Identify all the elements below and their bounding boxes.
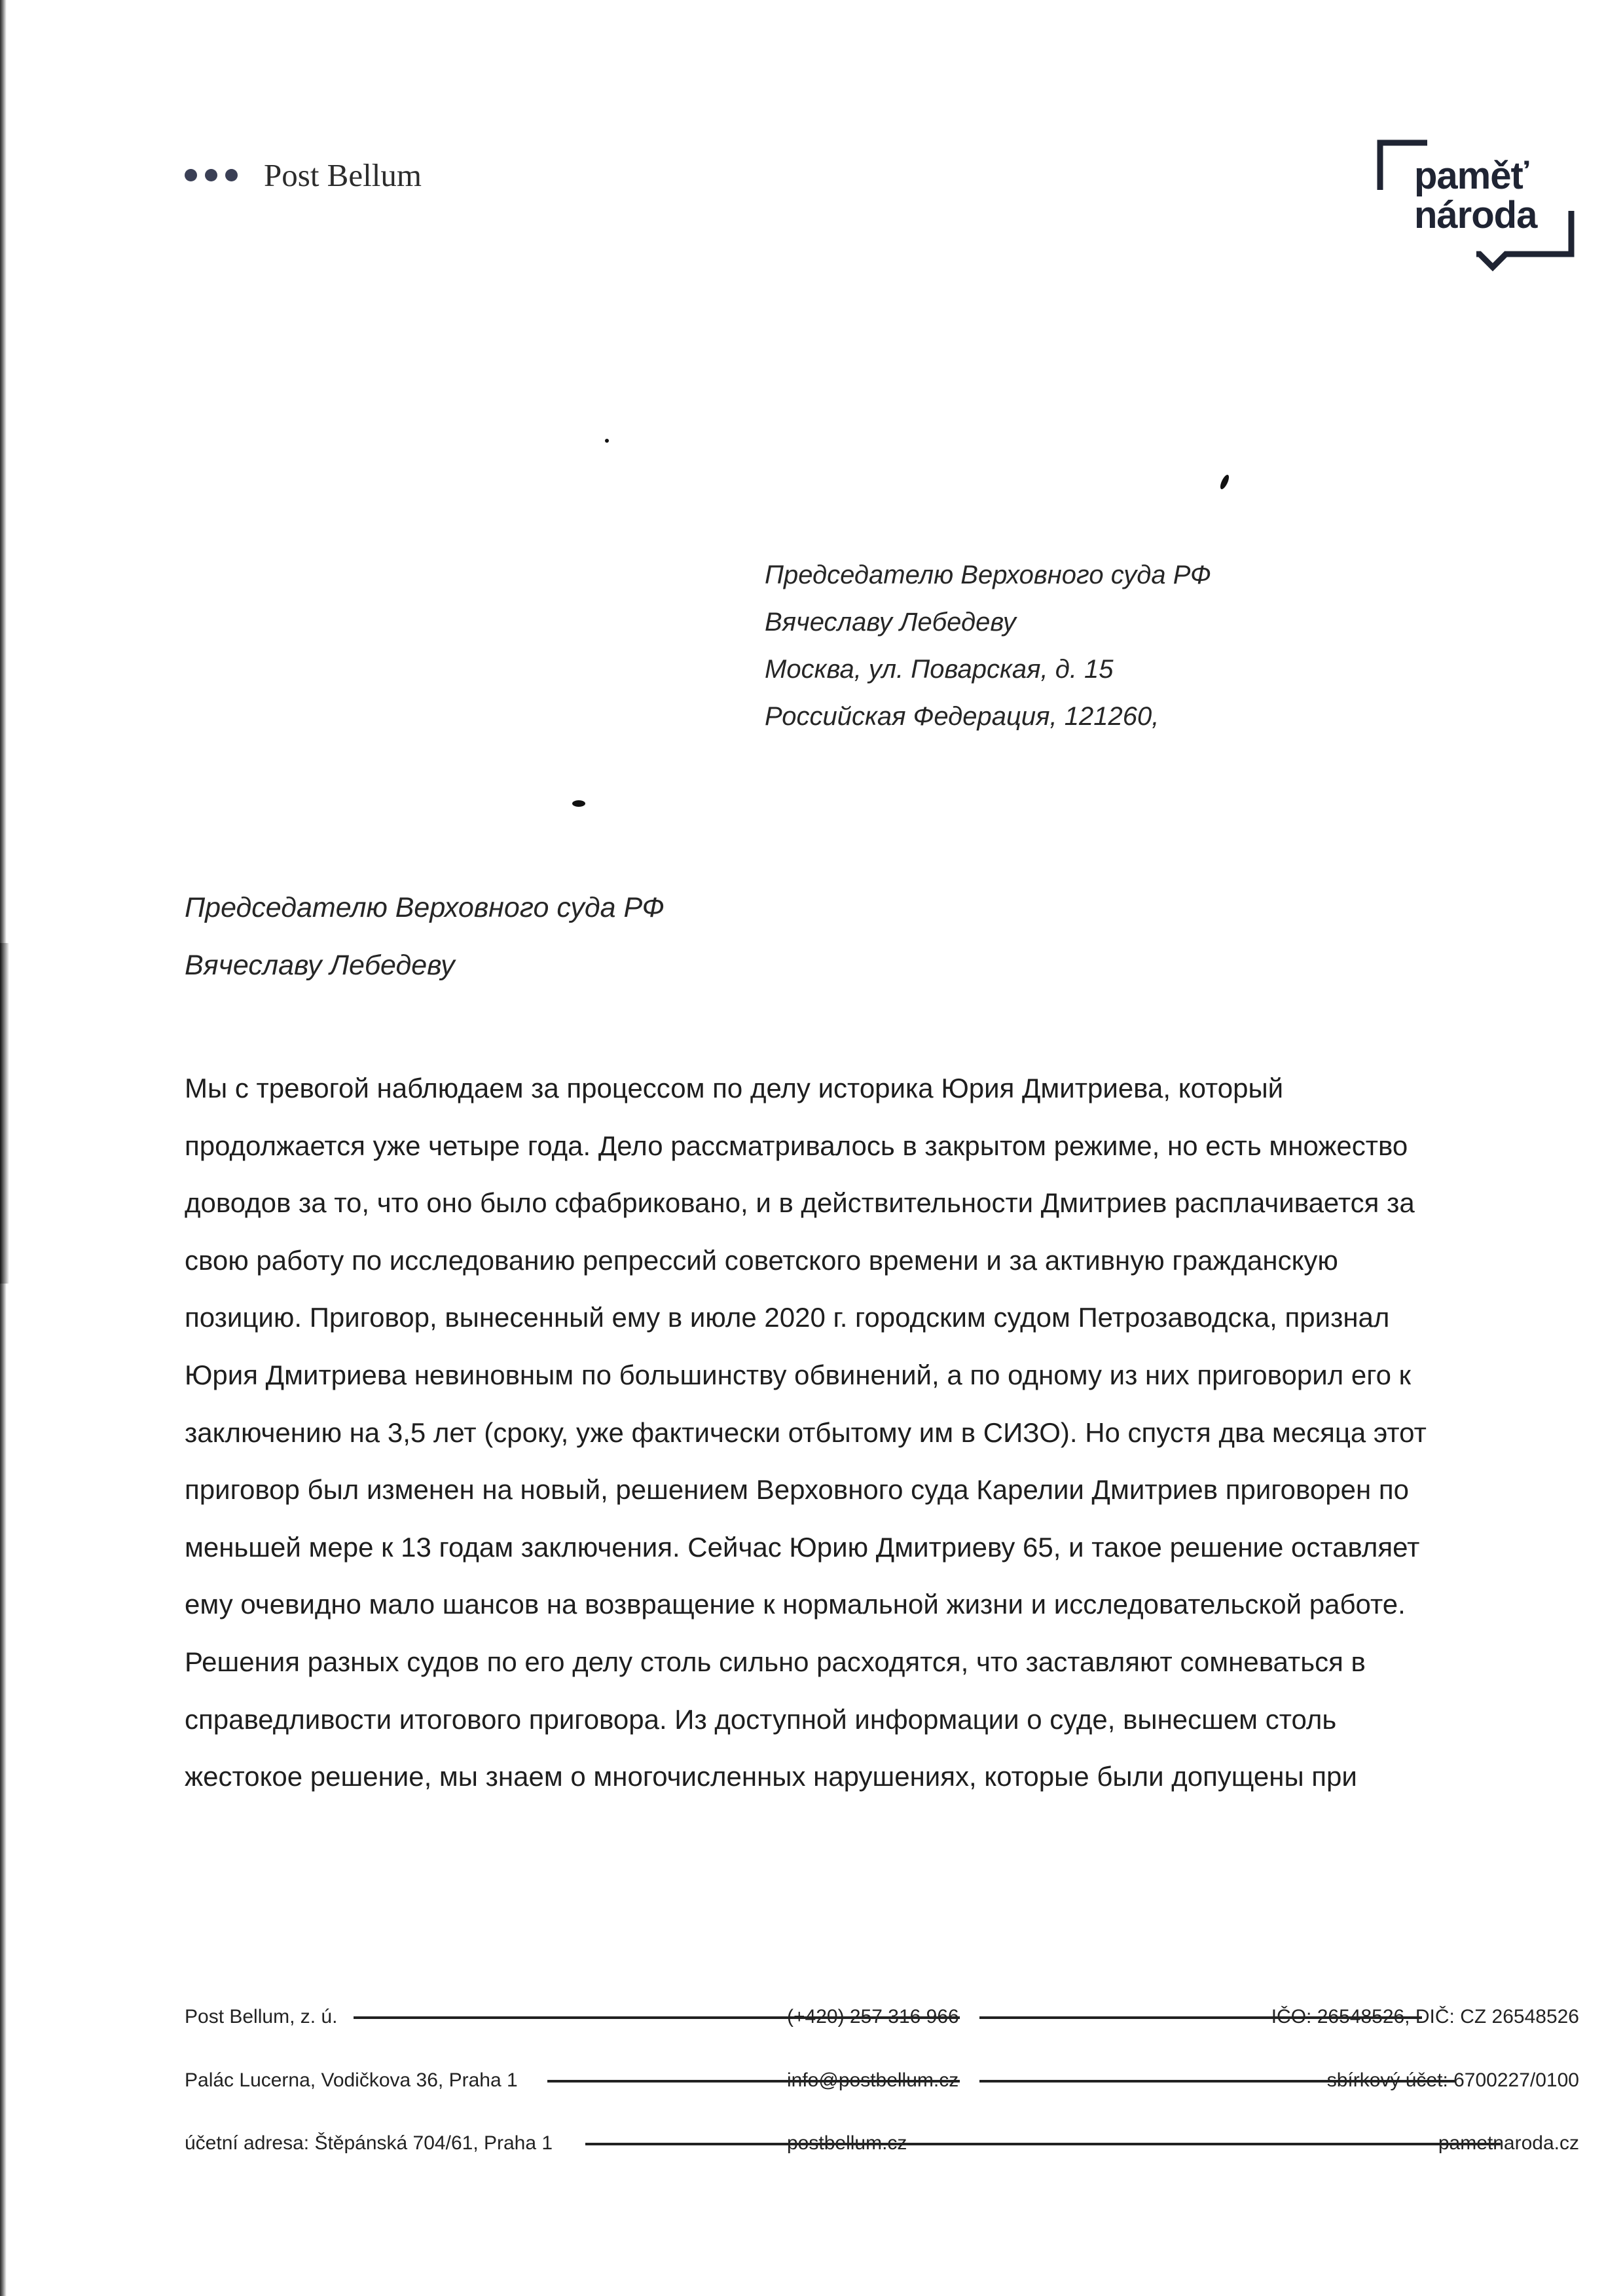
body-line: ему очевидно мало шансов на возвращение к нормальной жизни и исследовательской работе. <box>185 1589 1406 1620</box>
dot <box>185 169 197 181</box>
body-line: Решения разных судов по его делу столь сильно расходятся, что заставляют сомневаться в <box>185 1646 1366 1677</box>
footer-org-name: Post Bellum, z. ú. <box>185 2006 338 2028</box>
body-line: жестокое решение, мы знаем о многочисленных нарушениях, которые были допущены при <box>185 1761 1357 1792</box>
scan-speck <box>605 439 609 443</box>
letter-body <box>185 1060 1592 1805</box>
address-line: Вячеславу Лебедеву <box>765 608 1016 637</box>
body-line: Юрия Дмитриева невиновным по большинству обвинений, а по одному из них приговорил его к <box>185 1359 1412 1390</box>
footer-billing-address: účetní adresa: Štěpánská 704/61, Praha 1 <box>185 2132 553 2154</box>
salutation-line: Председателю Верховного суда РФ <box>185 892 665 923</box>
body-line: Мы с тревогой наблюдаем за процессом по делу историка Юрия Дмитриева, который <box>185 1073 1284 1103</box>
dot <box>225 169 238 181</box>
address-line: Российская Федерация, 121260, <box>765 702 1159 731</box>
three-dots-icon <box>185 169 238 181</box>
logo-text-line1: paměť <box>1414 155 1529 197</box>
footer-account: sbírkový účet: 6700227/0100 <box>1326 2069 1579 2091</box>
recipient-address <box>765 551 1211 740</box>
footer-address: Palác Lucerna, Vodičkova 36, Praha 1 <box>185 2069 518 2091</box>
footer-row <box>185 2004 1579 2030</box>
body-line: справедливости итогового приговора. Из доступной информации о суде, вынесшем столь <box>185 1703 1337 1735</box>
footer-website: postbellum.cz <box>787 2132 907 2154</box>
body-line: позицию. Приговор, вынесенный ему в июле 2020 г. городским судом Петрозаводска, признал <box>185 1302 1390 1333</box>
logo-text-line2: národa <box>1414 194 1537 236</box>
address-line: Москва, ул. Поварская, д. 15 <box>765 655 1114 684</box>
body-line: приговор был изменен на новый, решением Верховного суда Карелии Дмитриев приговорен по <box>185 1474 1409 1506</box>
footer-row <box>185 2130 1579 2157</box>
body-line: свою работу по исследованию репрессий советского времени и за активную гражданскую <box>185 1244 1338 1276</box>
body-line: заключению на 3,5 лет (сроку, уже фактически отбытому им в СИЗО). Но спустя два месяца этот <box>185 1416 1427 1448</box>
body-line: доводов за то, что оно было сфабриковано, и в действительности Дмитриев расплачивается за <box>185 1187 1415 1219</box>
dot <box>205 169 217 181</box>
post-bellum-brand <box>185 152 422 198</box>
scan-speck <box>1218 473 1230 491</box>
footer-divider <box>927 2143 1501 2145</box>
pamet-naroda-logo <box>1375 138 1591 278</box>
scan-edge-dark <box>0 943 9 1284</box>
scan-speck <box>572 800 585 807</box>
address-line: Председателю Верховного суда РФ <box>765 561 1211 589</box>
brand-name: Post Bellum <box>264 157 422 193</box>
body-line: меньшей мере к 13 годам заключения. Сейчас Юрию Дмитриеву 65, и такое решение оставляет <box>185 1531 1420 1563</box>
body-line: продолжается уже четыре года. Дело рассматривалось в закрытом режиме, но есть множество <box>185 1130 1408 1161</box>
footer-phone: (+420) 257 316 966 <box>787 2006 959 2028</box>
footer-ico-dic: IČO: 26548526, DIČ: CZ 26548526 <box>1271 2006 1579 2028</box>
salutation <box>185 879 665 994</box>
footer-row <box>185 2067 1579 2094</box>
salutation-line: Вячеславу Лебедеву <box>185 950 455 981</box>
footer-email: info@postbellum.cz <box>787 2069 959 2091</box>
footer-website-2: pametnaroda.cz <box>1438 2132 1579 2154</box>
